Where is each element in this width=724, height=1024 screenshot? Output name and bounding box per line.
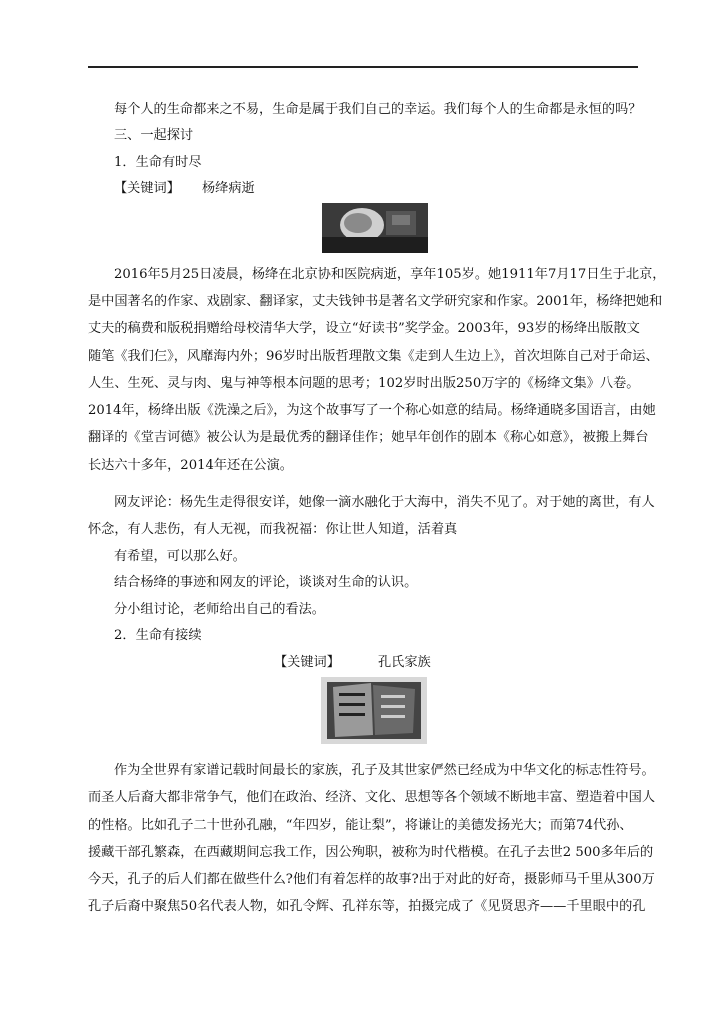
- sub2-paragraph-line: 的性格。比如孔子二十世孙孔融，“年四岁，能让梨”，将谦让的美德发扬光大；而第74代孙、: [88, 818, 633, 833]
- section-heading: 三、一起探讨: [114, 128, 194, 143]
- sub1-heading: 1．生命有时尽: [114, 155, 202, 170]
- sub1-paragraph-line: 2014年，杨绛出版《洗澡之后》，为这个故事写了一个称心如意的结局。杨绛通晓多国语言，由她: [88, 403, 656, 418]
- sub2-keyword: 孔氏家族: [378, 655, 431, 670]
- header-rule: [88, 66, 638, 68]
- kong-family-photo: [321, 677, 427, 744]
- comment-line: 怀念，有人悲伤，有人无视，而我祝福：你让世人知道，活着真: [88, 522, 458, 537]
- sub2-heading: 2．生命有接续: [114, 628, 202, 643]
- sub2-paragraph-line: 孔子后裔中聚焦50名代表人物，如孔令辉、孔祥东等，拍摄完成了《见贤思齐——千里眼中的孔: [88, 899, 646, 914]
- task-line: 结合杨绛的事迹和网友的评论，谈谈对生命的认识。: [114, 575, 418, 590]
- yang-jiang-photo: [322, 203, 428, 253]
- sub1-keyword-label: 【关键词】: [114, 181, 180, 196]
- intro-text: 每个人的生命都来之不易，生命是属于我们自己的幸运。我们每个人的生命都是永恒的吗？: [114, 102, 642, 117]
- sub2-paragraph-line: 而圣人后裔大都非常争气，他们在政治、经济、文化、思想等各个领域不断地丰富、塑造着中国人: [88, 790, 656, 805]
- sub2-paragraph-line: 作为全世界有家谱记载时间最长的家族，孔子及其世家俨然已经成为中华文化的标志性符号。: [114, 763, 655, 778]
- sub2-keyword-label: 【关键词】: [274, 655, 340, 670]
- sub1-paragraph-line: 2016年5月25日凌晨，杨绛在北京协和医院病逝，享年105岁。她1911年7月17日生于北京，: [114, 267, 666, 282]
- sub1-paragraph-line: 翻译的《堂吉诃德》被公认为是最优秀的翻译佳作；她早年创作的剧本《称心如意》，被搬上舞台: [88, 430, 649, 445]
- comment-line: 网友评论：杨先生走得很安详，她像一滴水融化于大海中，消失不见了。对于她的离世，有人: [114, 495, 655, 510]
- sub1-paragraph-line: 长达六十多年，2014年还在公演。: [88, 458, 293, 473]
- sub1-paragraph-line: 随笔《我们仨》，风靡海内外；96岁时出版哲理散文集《走到人生边上》，首次坦陈自己对于命运、: [88, 349, 659, 364]
- sub1-keyword: 杨绛病逝: [202, 181, 255, 196]
- task-line: 分小组讨论，老师给出自己的看法。: [114, 602, 325, 617]
- sub2-paragraph-line: 援藏干部孔繁森，在西藏期间忘我工作，因公殉职，被称为时代楷模。在孔子去世2 500多年后的: [88, 845, 654, 860]
- sub2-paragraph-line: 今天，孔子的后人们都在做些什么?他们有着怎样的故事?出于对此的好奇，摄影师马千里从300万: [88, 872, 655, 887]
- sub1-paragraph-line: 人生、生死、灵与肉、鬼与神等根本问题的思考；102岁时出版250万字的《杨绛文集》八卷。: [88, 376, 640, 391]
- sub1-paragraph-line: 是中国著名的作家、戏剧家、翻译家，丈夫钱钟书是著名文学研究家和作家。2001年，杨绛把她和: [88, 294, 663, 309]
- sub1-paragraph-line: 丈夫的稿费和版税捐赠给母校清华大学，设立“好读书”奖学金。2003年，93岁的杨绛出版散文: [88, 321, 640, 336]
- comment-line: 有希望，可以那么好。: [114, 549, 246, 564]
